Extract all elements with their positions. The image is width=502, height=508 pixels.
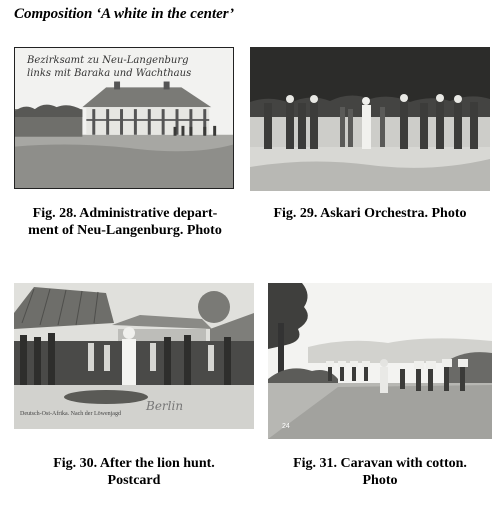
postcard-handwriting: Berlin (146, 399, 184, 413)
postcard-print-line: Deutsch-Ost-Afrika. Nach der Löwenjagd (20, 411, 121, 417)
caption-fig-30: Fig. 30. After the lion hunt. Postcard (53, 456, 215, 488)
caption-fig-29: Fig. 29. Askari Orchestra. Photo (273, 206, 467, 221)
page-heading: Composition ‘A white in the center’ (14, 6, 235, 22)
caption-fig-31: Fig. 31. Caravan with cotton. Photo (293, 456, 467, 488)
photo-handwriting: Bezirksamt zu Neu-Langenburg links mit Baraka und Wachthaus (27, 55, 192, 79)
photo-administrative-building (14, 47, 234, 189)
photo-cotton-caravan (268, 283, 492, 439)
photo-plate-number: 24 (282, 423, 290, 430)
caption-fig-28: Fig. 28. Administrative depart- ment of Neu-Langenburg. Photo (28, 206, 222, 238)
photo-askari-orchestra (250, 47, 490, 191)
photo-lion-hunt-postcard (14, 283, 254, 429)
